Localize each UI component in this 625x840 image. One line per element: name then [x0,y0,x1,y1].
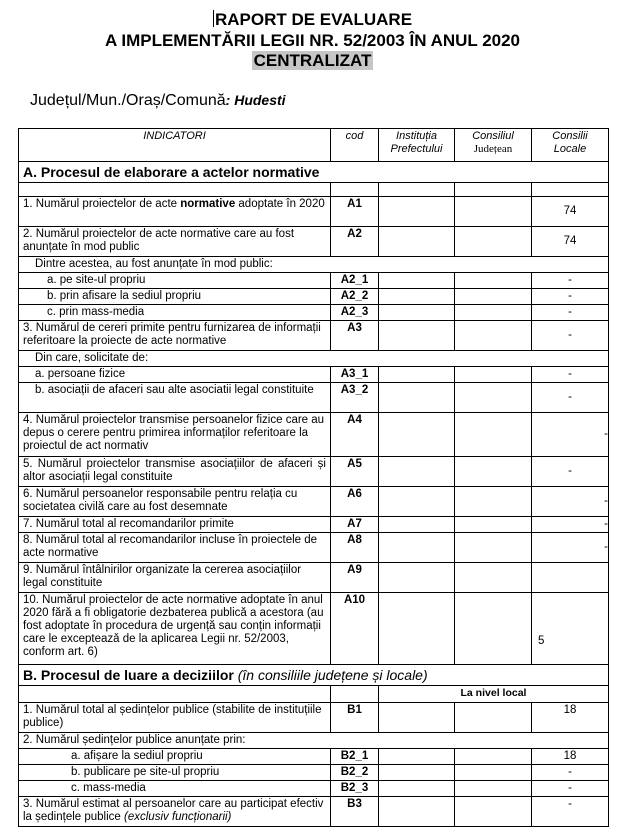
report-title-line1: RAPORT DE EVALUARE [214,10,413,29]
evaluation-table [18,128,609,827]
indicator-a4: 4. Numărul proiectelor transmise persoanelor fizice care au depus o cerere pentru primirea informaților referitoare la proiectul de act normativ [19,413,331,457]
table-row: 5. Numărul proiectelor transmise asociațiilor de afaceri și altor asociații legal constituite A5 - [19,457,609,487]
table-row: 9. Numărul întâlnirilor organizate la cererea asociațiilor legal constituite A9 [19,563,609,593]
table-row: c. prin mass-media A2_3 - [19,305,609,321]
report-title-line3 [0,51,625,71]
col-code: cod [331,129,379,162]
col-indicators: INDICATORI [19,129,331,162]
table-row: 3. Numărul estimat al persoanelor care au participat efectiv la ședințele publice (exclusiv funcționarii) B3 - [19,797,609,827]
indicator-a8: 8. Numărul total al recomandarilor incluse în proiectele de acte normative [19,533,331,563]
jurisdiction-label: Județul/Mun./Oraș/Comună [30,92,226,109]
table-row: 2. Numărul proiectelor de acte normative care au fost anunțate în mod public A2 74 [19,227,609,257]
table-row [19,257,609,273]
a2-intro: Dintre acestea, au fost anunțate în mod public: [19,257,609,273]
table-row: b. asociații de afaceri sau alte asociatii legal constituite A3_2 - [19,383,609,413]
table-row: 8. Numărul total al recomandarilor incluse în proiectele de acte normative A8 - [19,533,609,563]
sub-header-row [19,686,609,703]
table-row: 10. Numărul proiectelor de acte normative adoptate în anul 2020 fără a fi obligatorie dezbaterea publică a acestora (au fost adoptate în procedura de urgență sau conțin informații care le excepteazǎ de la aplicarea Legii nr. 52/2003, conform art. 6) A10 5 [19,593,609,665]
local-level-label: La nivel local [379,686,609,703]
table-header-row [19,129,609,162]
indicator-a10: 10. Numărul proiectelor de acte normative adoptate în anul 2020 fără a fi obligatorie dezbaterea publică a acestora (au fost adoptate în procedura de urgență sau conțin informații care le excepteazǎ de la aplicarea Legii nr. 52/2003, conform art. 6) [19,593,331,665]
indicator-a6: 6. Numărul persoanelor responsabile pentru relația cu societatea civilă care au fost desemnate [19,487,331,517]
section-b-row [19,665,609,686]
table-row: 1. Numărul total al ședințelor publice (stabilite de instituțiile publice) B1 18 [19,703,609,733]
table-row: Din care, solicitate de: [19,351,609,367]
table-row: 3. Numărul de cereri primite pentru furnizarea de informații referitoare la proiecte de acte normative A3 - [19,321,609,351]
indicator-a3: 3. Numărul de cereri primite pentru furnizarea de informații referitoare la proiecte de acte normative [19,321,331,351]
indicator-a9: 9. Numărul întâlnirilor organizate la cererea asociațiilor legal constituite [19,563,331,593]
table-row: 1. Numărul proiectelor de acte normative adoptate în 2020 A1 74 [19,197,609,227]
table-row: 6. Numărul persoanelor responsabile pentru relația cu societatea civilă care au fost desemnate A6 - [19,487,609,517]
table-row: a. afișare la sediul propriu B2_1 18 [19,749,609,765]
table-row: b. prin afisare la sediul propriu A2_2 - [19,289,609,305]
col-local: Consilii Locale [532,129,609,162]
section-a-row [19,162,609,183]
indicator-b1: 1. Numărul total al ședințelor publice (stabilite de instituțiile publice) [19,703,331,733]
indicator-a1: 1. Numărul proiectelor de acte normative adoptate în 2020 [19,197,331,227]
report-title-line2: A IMPLEMENTĂRII LEGII NR. 52/2003 ÎN ANUL 2020 [104,31,521,50]
indicator-a5: 5. Numărul proiectelor transmise asociațiilor de afaceri și altor asociații legal constituite [19,457,331,487]
col-county: Consiliul Județean [455,129,532,162]
jurisdiction-value: : Hudesti [225,92,286,108]
jurisdiction-line [30,92,286,110]
table-row: a. persoane fizice A3_1 - [19,367,609,383]
indicator-a2: 2. Numărul proiectelor de acte normative care au fost anunțate în mod public [19,227,331,257]
text-cursor [213,10,214,27]
table-row: 4. Numărul proiectelor transmise persoanelor fizice care au depus o cerere pentru primirea informaților referitoare la proiectul de act normativ A4 - [19,413,609,457]
table-row: a. pe site-ul propriu A2_1 - [19,273,609,289]
spacer-row [19,183,609,197]
b2-intro: 2. Numărul ședințelor publice anunțate prin: [19,733,609,749]
table-row: 7. Numărul total al recomandarilor primite A7 - [19,517,609,533]
section-b-title: B. Procesul de luare a deciziilor (în consiliile județene și locale) [19,665,609,686]
table-row: b. publicare pe site-ul propriu B2_2 - [19,765,609,781]
indicator-a7: 7. Numărul total al recomandarilor primite [19,517,331,533]
section-a-title: A. Procesul de elaborare a actelor normative [19,162,609,183]
indicator-b3: 3. Numărul estimat al persoanelor care au participat efectiv la ședințele publice (exclusiv funcționarii) [19,797,331,827]
col-prefect: Instituția Prefectului [379,129,455,162]
table-row [19,733,609,749]
centralizat-label: CENTRALIZAT [253,51,372,70]
table-row: c. mass-media B2_3 - [19,781,609,797]
